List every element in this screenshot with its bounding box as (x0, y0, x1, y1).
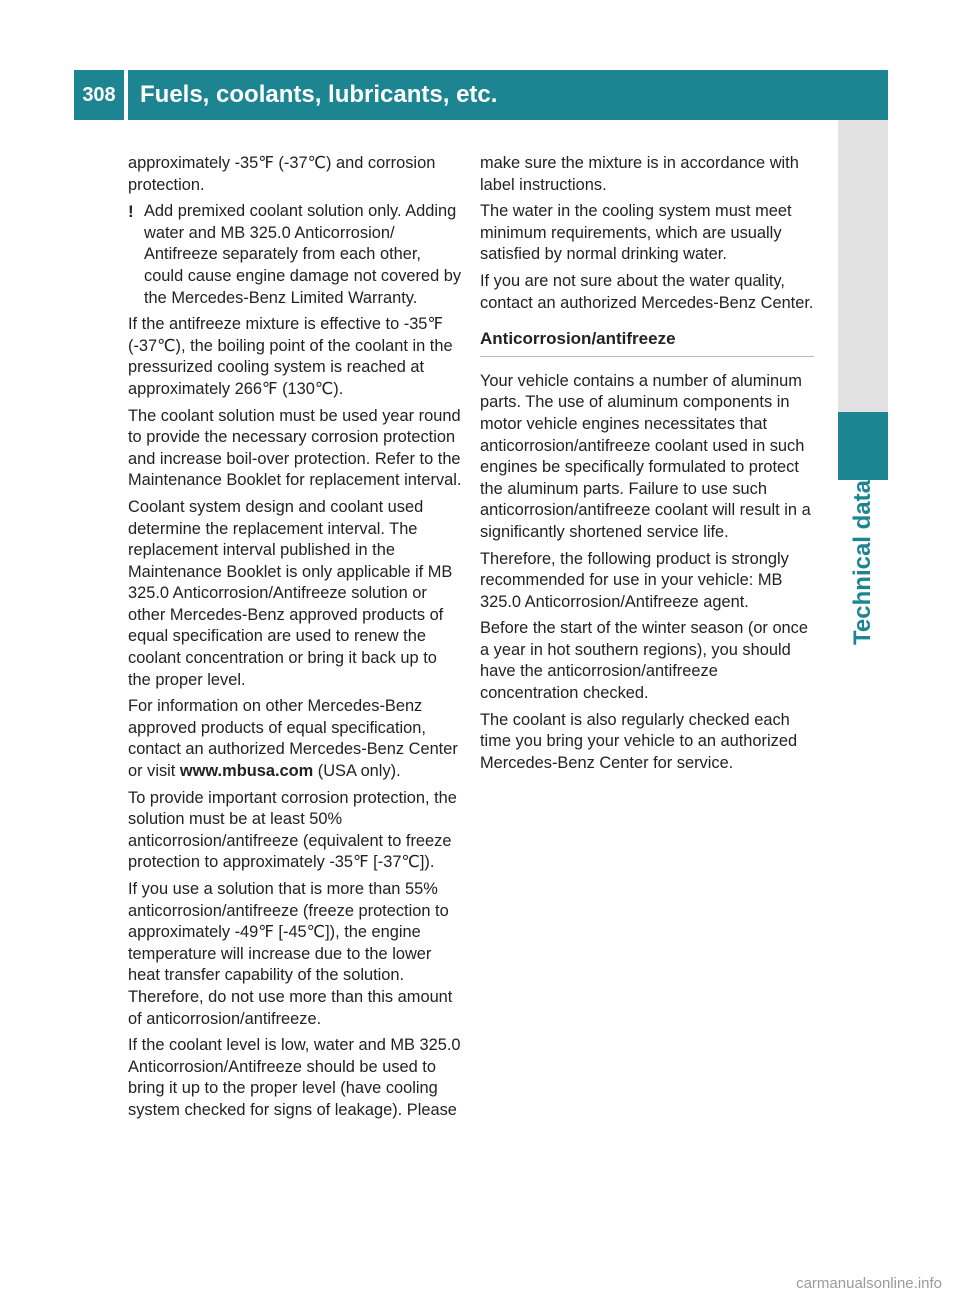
paragraph: Therefore, the following product is strongly recommended for use in your vehicle: MB 325.0 Anticorrosion/Antifreeze agent. (480, 549, 789, 611)
paragraph: The coolant solution must be used year round to provide the necessary corrosion protection and increase boil-over protection. Refer to the Maintenance Booklet for replacement interval. (128, 406, 462, 490)
paragraph: To provide important corrosion protection, the solution must be at least 50% anticorrosion/antifreeze (equivalent to freeze protection to approximately -35℉ [-37℃]). (128, 788, 457, 872)
side-tab-marker (838, 412, 888, 480)
paragraph: Before the start of the winter season (or once a year in hot southern regions), you should have the anticorrosion/antifreeze concentration checked. (480, 619, 808, 703)
exclamation-icon: ! (128, 202, 134, 222)
paragraph: make sure the mixture is in accordance with label instructions. (480, 154, 799, 194)
paragraph-text: For information on other Mercedes-Benz approved products of equal specification, contact an authorized Mercedes-Benz Center or visit (128, 697, 458, 781)
section-title: Fuels, coolants, lubricants, etc. (140, 81, 498, 108)
side-tab-label-wrap (838, 480, 888, 660)
warning-text: Add premixed coolant solution only. Adding water and MB 325.0 Anticorrosion/ Antifreeze separately from each other, could cause engine damage not covered by the Mercedes-Benz Limited Warranty. (144, 202, 462, 307)
paragraph: If the antifreeze mixture is effective to -35℉ (-37℃), the boiling point of the coolant in the pressurized cooling system is reached at approximately 266℉ (130℃). (128, 315, 453, 398)
section-title-bar (128, 70, 888, 120)
side-tab-label: Technical data (849, 480, 876, 645)
watermark: carmanualsonline.info (796, 1275, 942, 1292)
page-number: 308 (74, 70, 124, 120)
paragraph: If you use a solution that is more than 55% anticorrosion/antifreeze (freeze protection to approximately -49℉ [-45℃]), the engine temperature will increase due to the lower heat transfer capability of the solution. Therefore, do not use more than this amount of anticorrosion/antifreeze. (128, 880, 453, 1028)
website-link[interactable]: www.mbusa.com (179, 762, 314, 781)
paragraph-text: (USA only). (313, 762, 401, 781)
paragraph: approximately -35℉ (-37℃) and corrosion protection. (128, 154, 436, 194)
right-column (480, 153, 814, 779)
paragraph: The water in the cooling system must meet minimum requirements, which are usually satisfied by normal drinking water. (480, 202, 792, 264)
warning-note (128, 201, 462, 309)
paragraph: The coolant is also regularly checked each time you bring your vehicle to an authorized Mercedes-Benz Center for service. (480, 710, 798, 772)
paragraph: Coolant system design and coolant used determine the replacement interval. The replacement interval published in the Maintenance Booklet is only applicable if MB 325.0 Anticorrosion/Antifreeze solution or other Mercedes-Benz approved products of equal specification are used to renew the coolant concentration or bring it back up to the proper level. (128, 497, 453, 689)
paragraph (128, 696, 462, 782)
left-column (128, 153, 462, 1127)
paragraph: If you are not sure about the water quality, contact an authorized Mercedes-Benz Center. (480, 271, 814, 312)
section-heading: Anticorrosion/antifreeze (480, 328, 814, 357)
paragraph: Your vehicle contains a number of aluminum parts. The use of aluminum components in motor vehicle engines necessitates that anticorrosion/antifreeze coolant used in such engines be specifically formulated to protect the aluminum parts. Failure to use such anticorrosion/antifreeze coolant will result in a significantly shortened service life. (480, 371, 811, 541)
paragraph: If the coolant level is low, water and MB 325.0 Anticorrosion/Antifreeze should be used to bring it up to the proper level (have cooling system checked for signs of leakage). Please (128, 1036, 461, 1119)
